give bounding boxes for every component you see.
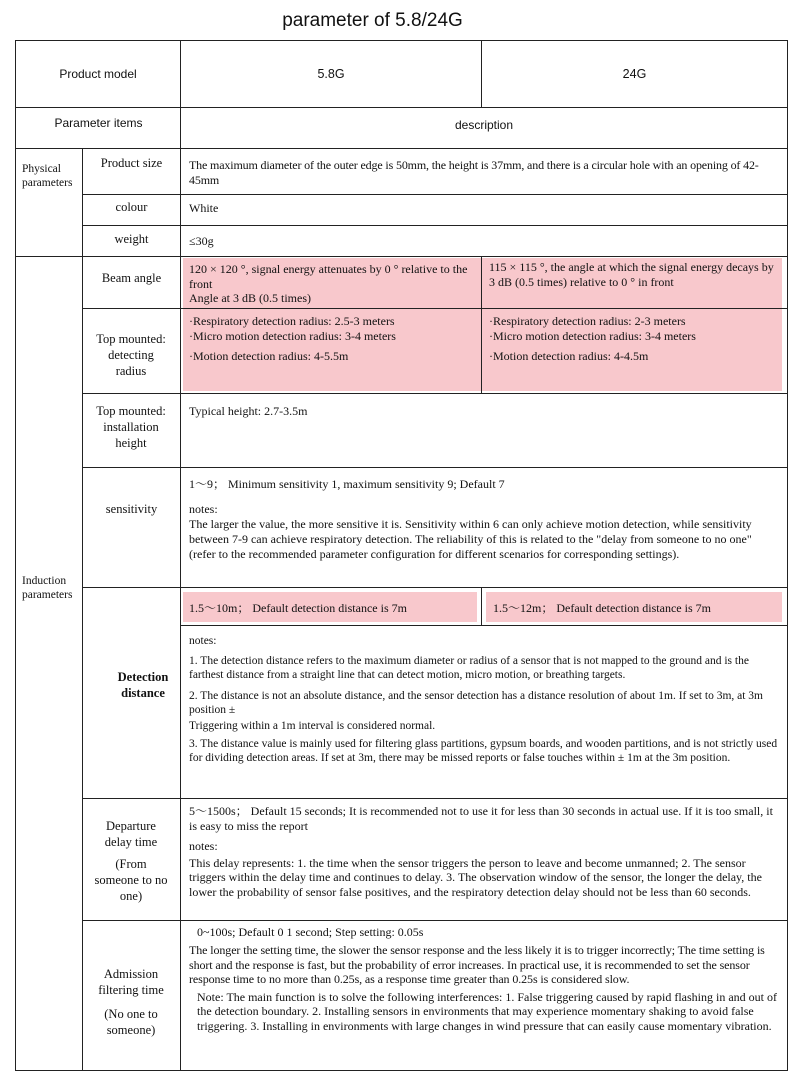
- admission-filtering-label: [88, 966, 174, 1038]
- departure-delay-range: 5～1500s； Default 15 seconds; It is recommended not to use it for less than 30 seconds in actual use. If it is too small, it is easy to miss the report: [189, 804, 773, 833]
- departure-delay-subtitle: (From someone to no one): [94, 857, 168, 903]
- admission-filtering-title: Admission filtering time: [98, 967, 164, 997]
- distance-24g: 1.5～12m； Default detection distance is 7m: [493, 601, 711, 615]
- sensitivity-label: sensitivity: [105, 502, 158, 516]
- product-size-label: Product size: [100, 156, 163, 170]
- parameter-items-label: Parameter items: [54, 116, 143, 130]
- product-size-value: The maximum diameter of the outer edge is 50mm, the height is 37mm, and there is a circular hole with an opening of 42-45mm: [189, 158, 759, 187]
- page-title: parameter of 5.8/24G: [282, 10, 463, 31]
- radius-5-8g-list: [189, 314, 479, 364]
- group-induction-parameters: Induction parameters: [22, 575, 73, 601]
- beam-angle-24g: 115 × 115 °, the angle at which the signal energy decays by 3 dB (0.5 times) relative to 0 ° in front: [489, 260, 774, 289]
- detection-distance-label: Detection distance: [117, 670, 169, 700]
- sensitivity-range: 1～9； Minimum sensitivity 1, maximum sensitivity 9; Default 7: [189, 477, 505, 491]
- radius-24g-micro-motion: ·Micro motion detection radius: 3-4 meters: [489, 329, 696, 343]
- departure-delay-content: [189, 804, 783, 900]
- installation-height-label: Top mounted: installation height: [96, 404, 166, 450]
- beam-angle-5-8g-line1: 120 × 120 °, signal energy attenuates by 0 ° relative to the front: [189, 262, 468, 291]
- radius-5-8g-micro-motion: ·Micro motion detection radius: 3-4 meters: [189, 329, 396, 343]
- departure-delay-title: Departure delay time: [104, 819, 158, 849]
- distance-note-3: 3. The distance value is mainly used for filtering glass partitions, gypsum boards, and wooden partitions, and is not strictly used for dividing detection areas. If set at 3m, there may be missed reports or false touches within ± 1m at the 3m position.: [189, 738, 778, 765]
- beam-angle-5-8g-line2: Angle at 3 dB (0.5 times): [189, 291, 311, 305]
- radius-24g-list: [489, 314, 779, 364]
- distance-note-2b: Triggering within a 1m interval is considered normal.: [189, 720, 436, 733]
- group-physical-parameters: Physical parameters: [22, 163, 73, 189]
- admission-filtering-content: [189, 925, 787, 1033]
- departure-delay-notes-heading: notes:: [189, 839, 218, 854]
- radius-5-8g-motion: ·Motion detection radius: 4-5.5m: [189, 349, 349, 363]
- beam-angle-5-8g: [189, 262, 477, 306]
- admission-filtering-range: 0~100s; Default 0 1 second; Step setting: 0.05s: [197, 925, 424, 939]
- sensitivity-notes-text: The larger the value, the more sensitive it is. Sensitivity within 6 can only achieve motion detection, while sensitivity between 7-9 can achieve respiratory detection. The reliability of this is related to the "delay from someone to no one" (refer to the recommended parameter configuration for different scenarios for corresponding settings).: [189, 517, 752, 561]
- model-5-8g: 5.8G: [317, 67, 345, 81]
- radius-24g-respiratory: ·Respiratory detection radius: 2-3 meters: [489, 314, 686, 328]
- model-24g: 24G: [622, 67, 647, 81]
- admission-filtering-subtitle: (No one to someone): [104, 1007, 158, 1037]
- departure-delay-notes-text: This delay represents: 1. the time when the sensor triggers the person to leave and become unmanned; 2. The sensor triggers within the delay time and continues to delay. 3. The observation window of the sensor, the longer the delay, the lower the probability of sensor false positives, and the respiratory detection delay should not be less than 60 seconds.: [189, 855, 762, 899]
- colour-value: White: [189, 201, 219, 215]
- sensitivity-content: [189, 477, 781, 562]
- installation-height-value: Typical height: 2.7-3.5m: [189, 404, 308, 418]
- admission-filtering-note: Note: The main function is to solve the following interferences: 1. False triggering caused by rapid flashing in and out of the detection boundary. 2. Installing sensors in environments that may experience momentary shaking to avoid false triggering. 3. Installing in environments with large changes in wind pressure that can easily cause momentary vibration.: [197, 990, 777, 1033]
- weight-value: ≤30g: [189, 234, 214, 248]
- product-model-label: Product model: [59, 67, 137, 81]
- sensitivity-notes-heading: notes:: [189, 502, 218, 516]
- radius-5-8g-respiratory: ·Respiratory detection radius: 2.5-3 meters: [189, 314, 395, 328]
- distance-notes-heading: notes:: [189, 635, 217, 647]
- description-label: description: [454, 118, 514, 132]
- distance-note-2: 2. The distance is not an absolute distance, and the sensor detection has a distance resolution of about 1m. If set to 3m, at 3m position ±: [189, 689, 764, 716]
- detecting-radius-label: Top mounted: detecting radius: [96, 332, 166, 378]
- radius-24g-motion: ·Motion detection radius: 4-4.5m: [489, 349, 649, 363]
- weight-label: weight: [114, 232, 149, 246]
- distance-notes: [189, 634, 783, 766]
- distance-note-1: 1. The detection distance refers to the maximum diameter or radius of a sensor that is not mapped to the ground and is the farthest distance from a straight line that can detect motion, micro motion, or breathing targets.: [189, 655, 749, 682]
- distance-5-8g: 1.5～10m； Default detection distance is 7m: [189, 601, 407, 615]
- admission-filtering-text: The longer the setting time, the slower the sensor response and the less likely it is to trigger incorrectly; The time setting is short and the response is fast, but the probability of error increases. In practical use, it is recommended to set the sensor response time to no more than 0.25s, as a response time greater than 0.25s is considered slow.: [189, 943, 765, 986]
- departure-delay-label: [93, 818, 169, 904]
- beam-angle-label: Beam angle: [101, 271, 162, 285]
- colour-label: colour: [115, 200, 148, 214]
